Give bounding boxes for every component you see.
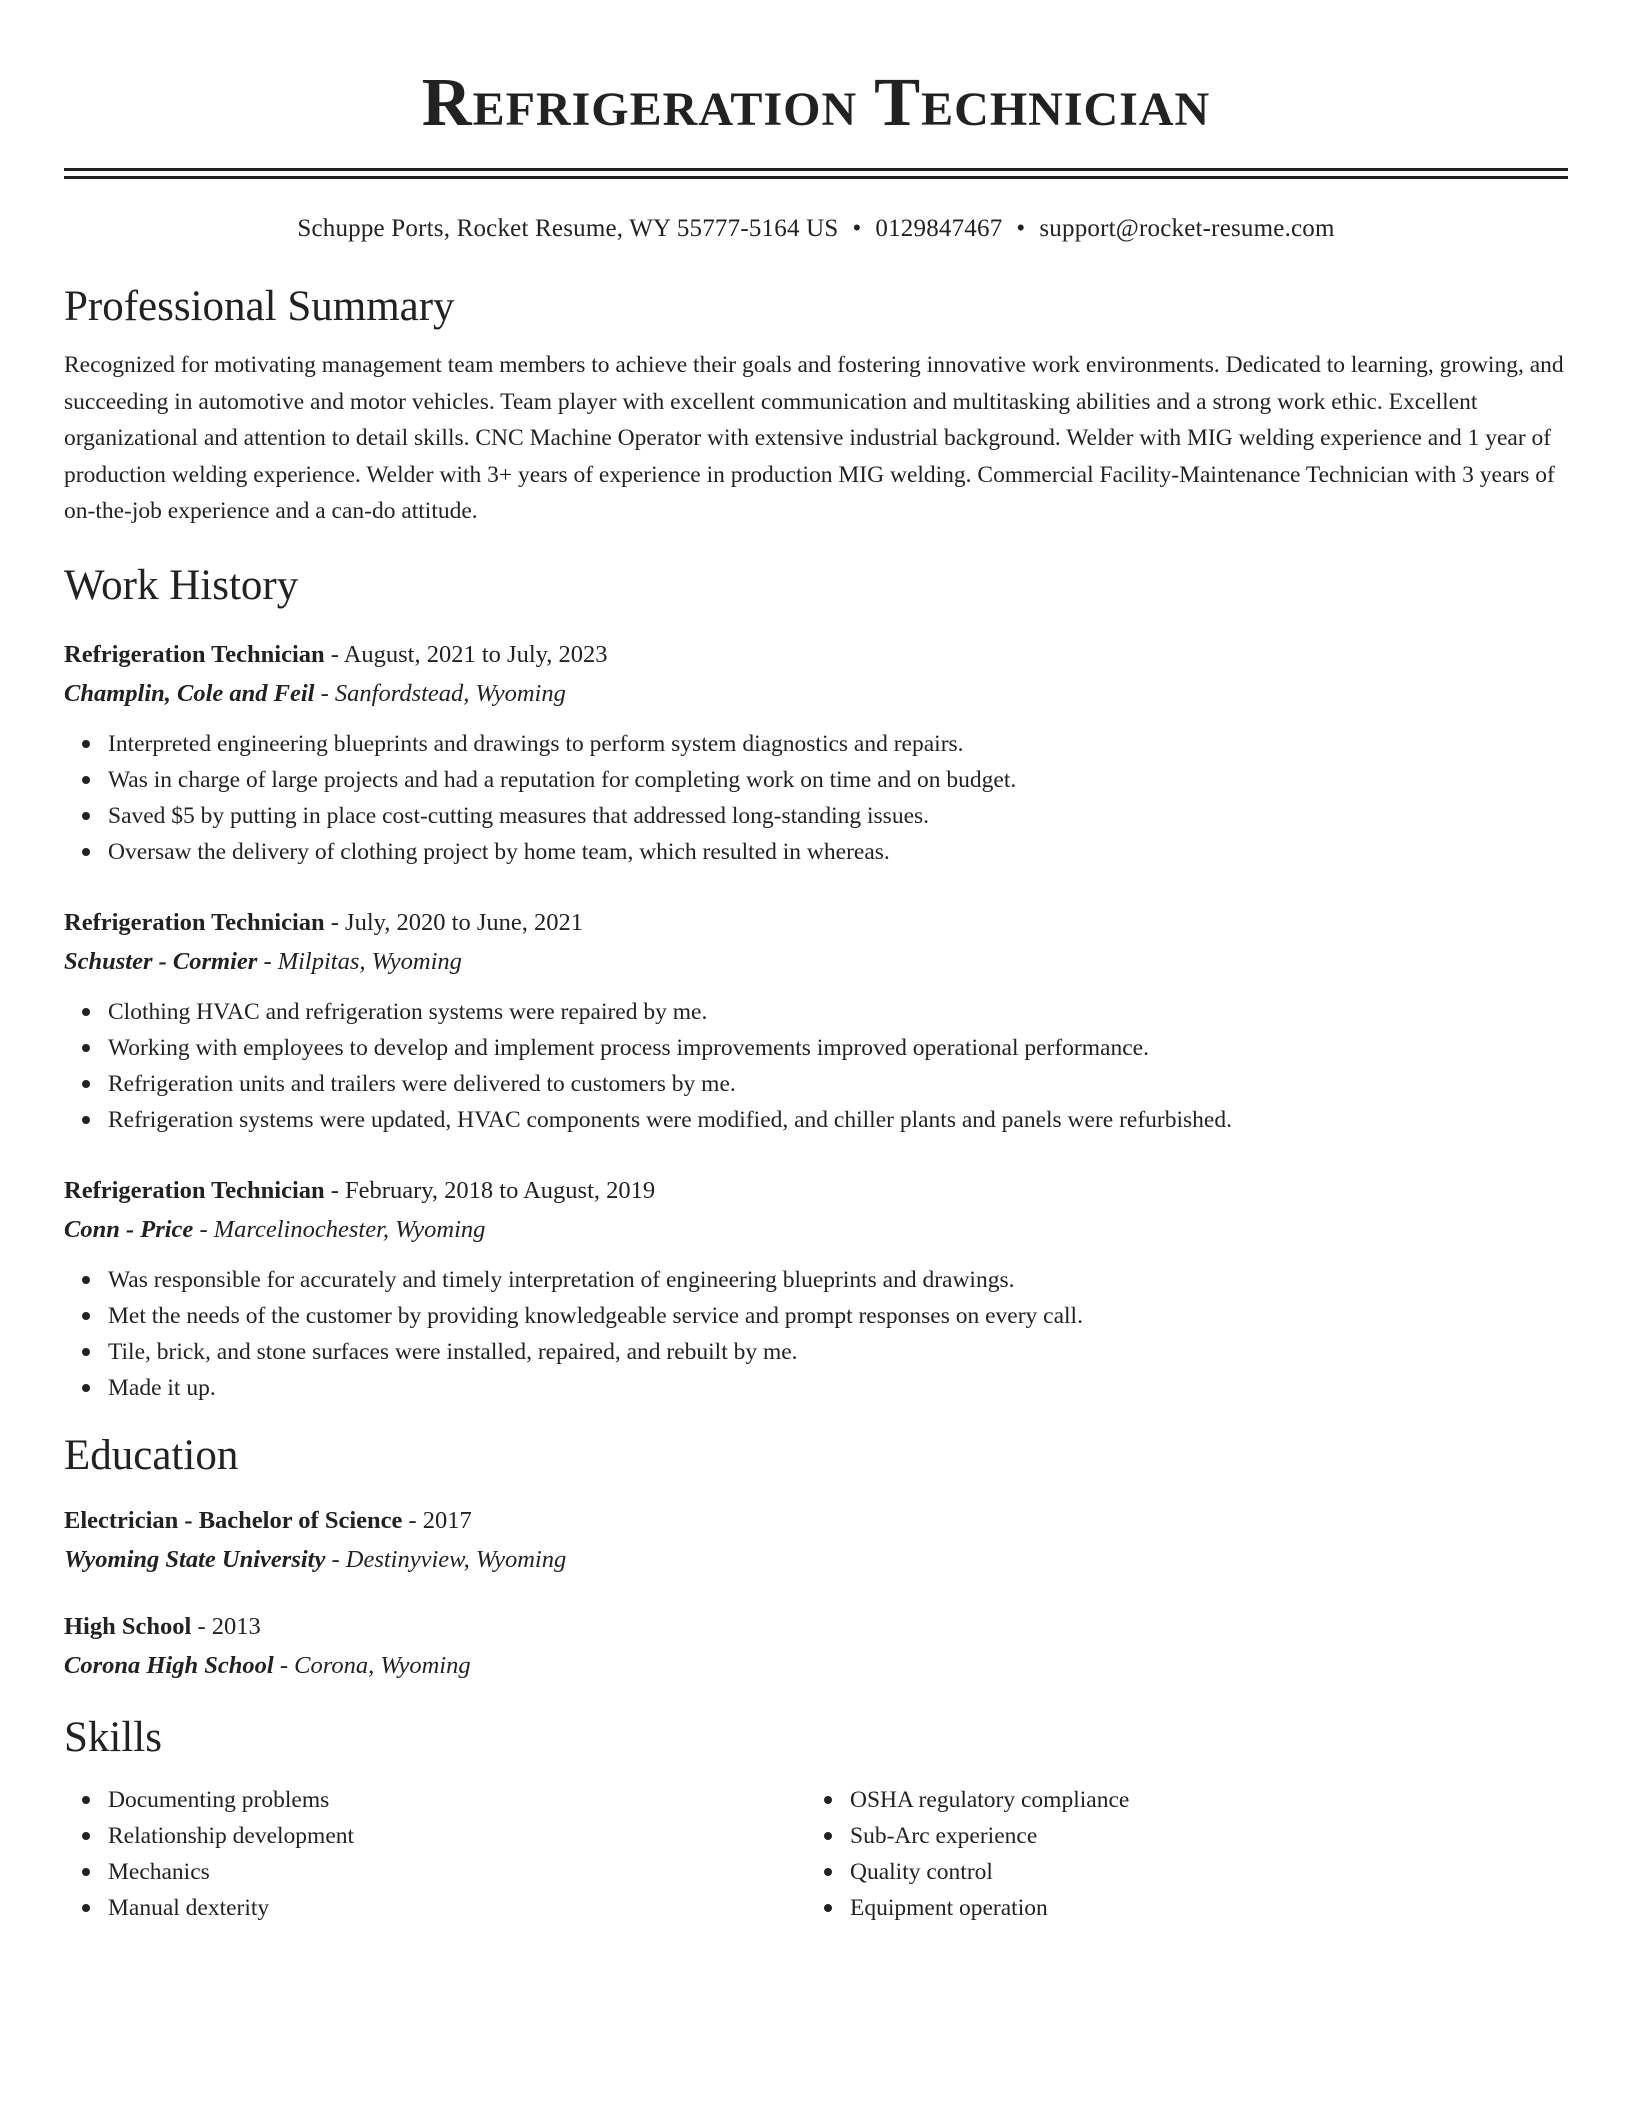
contact-line [64,213,1568,245]
job-bullet: Made it up. [108,1370,1568,1406]
job-bullet: Working with employees to develop and implement process improvements improved operational performance. [108,1030,1568,1066]
skills-list [64,1782,1568,1926]
summary-heading: Professional Summary [64,283,455,330]
job-title-line [64,1172,1568,1210]
header-divider-thick [64,168,1568,171]
skill-item: Documenting problems [108,1782,806,1818]
contact-separator: • [852,215,862,242]
education-location: - Corona, Wyoming [279,1651,471,1679]
job-bullet: Saved $5 by putting in place cost-cutting measures that addressed long-standing issues. [108,798,1568,834]
job-company: Champlin, Cole and Feil [64,679,315,707]
job-dates: - February, 2018 to August, 2019 [330,1176,656,1204]
education-degree: High School [64,1612,192,1640]
header-divider-thin [64,176,1568,179]
job-role: Refrigeration Technician [64,1176,325,1204]
contact-address: Schuppe Ports, Rocket Resume, WY 55777-5164 US [297,215,839,242]
education-school-line [64,1540,1568,1580]
education-degree: Electrician - Bachelor of Science [64,1506,403,1534]
job-company-line [64,942,1568,982]
resume-name: Refrigeration Technician [421,64,1211,140]
skill-item: Manual dexterity [108,1890,806,1926]
education-entry [64,1502,1568,1580]
skills-column-left [64,1782,806,1926]
education-heading: Education [64,1431,239,1479]
job-bullet: Refrigeration units and trailers were delivered to customers by me. [108,1066,1568,1102]
skill-item: Quality control [850,1854,1548,1890]
job-bullet: Was in charge of large projects and had a reputation for completing work on time and on budget. [108,762,1568,798]
job-dates: - July, 2020 to June, 2021 [330,908,584,936]
job-location: - Sanfordstead, Wyoming [320,679,566,707]
education-year: - 2017 [408,1506,472,1534]
job-bullet: Refrigeration systems were updated, HVAC components were modified, and chiller plants and panels were refurbished. [108,1102,1568,1138]
job-company: Conn - Price [64,1215,194,1243]
skills-column-right [806,1782,1548,1926]
job-company: Schuster - Cormier [64,947,258,975]
job-bullet: Tile, brick, and stone surfaces were installed, repaired, and rebuilt by me. [108,1334,1568,1370]
contact-email: support@rocket-resume.com [1039,215,1335,242]
contact-separator: • [1016,215,1026,242]
job-entry [64,636,1568,870]
skill-item: OSHA regulatory compliance [850,1782,1548,1818]
job-company-line [64,1210,1568,1250]
skills-heading: Skills [64,1713,162,1761]
job-bullet: Clothing HVAC and refrigeration systems were repaired by me. [108,994,1568,1030]
job-role: Refrigeration Technician [64,908,325,936]
job-entry [64,904,1568,1138]
contact-phone: 0129847467 [875,215,1003,242]
education-school: Wyoming State University [64,1545,326,1573]
education-school: Corona High School [64,1651,274,1679]
job-bullets [64,1262,1568,1406]
skill-item: Sub-Arc experience [850,1818,1548,1854]
job-role: Refrigeration Technician [64,640,325,668]
skill-item: Equipment operation [850,1890,1548,1926]
education-degree-line [64,1502,1568,1540]
job-bullet: Oversaw the delivery of clothing project by home team, which resulted in whereas. [108,834,1568,870]
job-dates: - August, 2021 to July, 2023 [330,640,608,668]
job-title-line [64,904,1568,942]
job-bullets [64,994,1568,1138]
job-location: - Marcelinochester, Wyoming [199,1215,486,1243]
job-bullets [64,726,1568,870]
education-school-line [64,1646,1568,1686]
education-location: - Destinyview, Wyoming [331,1545,567,1573]
skill-item: Relationship development [108,1818,806,1854]
job-location: - Milpitas, Wyoming [263,947,462,975]
work-history-heading: Work History [64,561,299,609]
education-entry [64,1608,1568,1686]
job-bullet: Interpreted engineering blueprints and drawings to perform system diagnostics and repairs. [108,726,1568,762]
summary-text: Recognized for motivating management team members to achieve their goals and fostering innovative work environments. Dedicated to learning, growing, and succeeding in automotive and motor vehicles. Team player with excellent communication and multitasking abilities and a strong work ethic. Excellent organizational and attention to detail skills. CNC Machine Operator with extensive industrial background. Welder with MIG welding experience and 1 year of production welding experience. Welder with 3+ years of experience in production MIG welding. Commercial Facility-Maintenance Technician with 3 years of on-the-job experience and a can-do attitude. [64,352,1564,524]
job-company-line [64,674,1568,714]
job-bullet: Met the needs of the customer by providing knowledgeable service and prompt responses on every call. [108,1298,1568,1334]
education-year: - 2013 [197,1612,261,1640]
job-entry [64,1172,1568,1406]
skills-bullets [806,1782,1548,1926]
education-degree-line [64,1608,1568,1646]
skill-item: Mechanics [108,1854,806,1890]
skills-bullets [64,1782,806,1926]
job-title-line [64,636,1568,674]
job-bullet: Was responsible for accurately and timely interpretation of engineering blueprints and drawings. [108,1262,1568,1298]
